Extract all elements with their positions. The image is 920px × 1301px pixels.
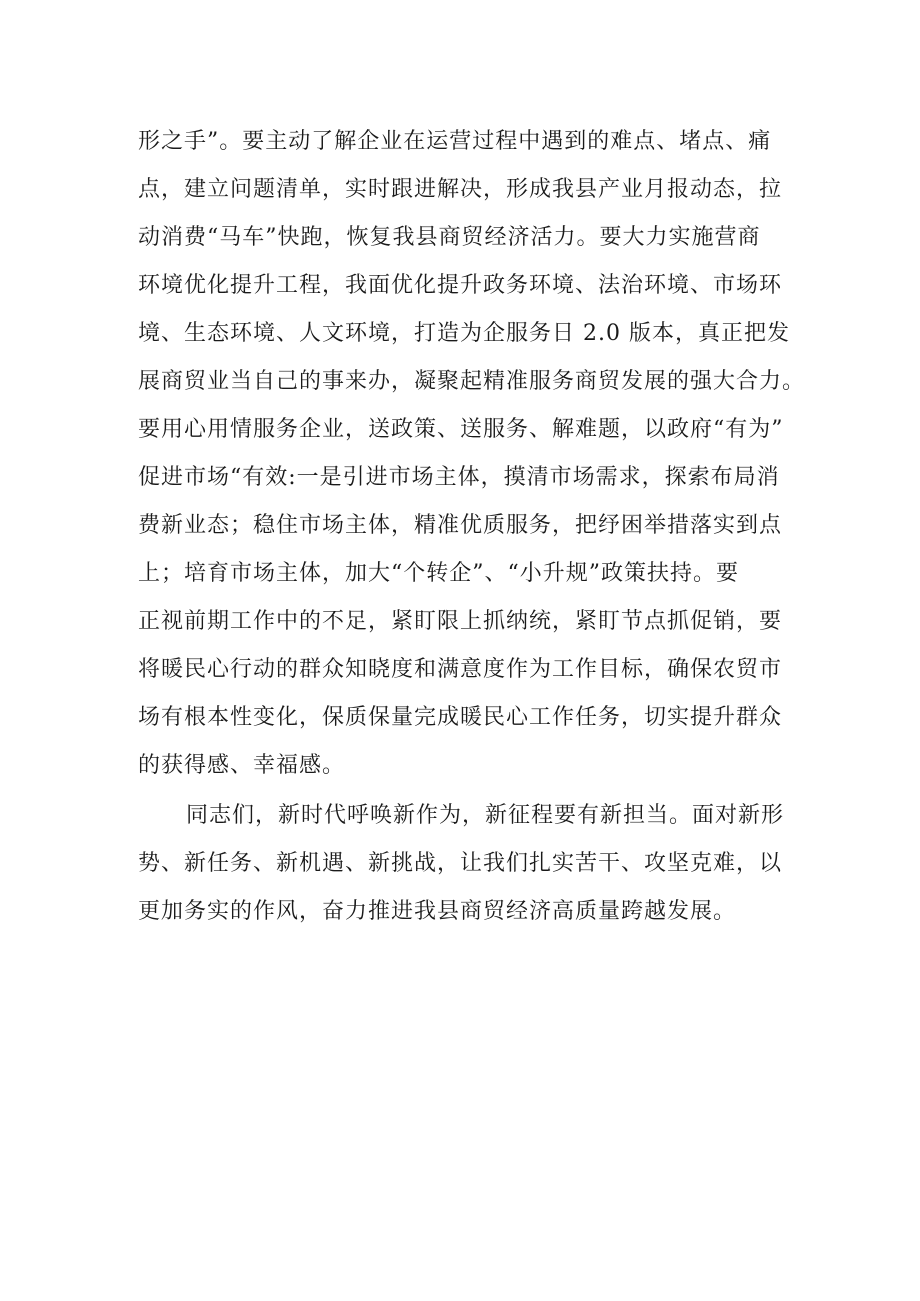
text-line: 正视前期工作中的不足，紧盯限上抓纳统，紧盯节点抓促销，要	[138, 609, 783, 634]
text-line: 境、生态环境、人文环境，打造为企服务日 2.0 版本，真正把发	[138, 321, 790, 346]
text-line: 展商贸业当自己的事来办，凝聚起精准服务商贸发展的强大合力。	[138, 369, 806, 394]
text-line: 费新业态；稳住市场主体，精准优质服务，把纾困举措落实到点	[138, 513, 783, 538]
document-body	[138, 118, 806, 936]
text-line: 动消费“马车”快跑，恢复我县商贸经济活力。要大力实施营商	[138, 225, 761, 250]
text-line: 促进市场“有效:一是引进市场主体，摸清市场需求，探索布局消	[138, 465, 780, 490]
text-line: 势、新任务、新机遇、新挑战，让我们扎实苦干、攻坚克难，以	[138, 851, 783, 876]
text-line: 上；培育市场主体，加大“个转企”、“小升规”政策扶持。要	[138, 561, 739, 586]
text-line: 同志们，新时代呼唤新作为，新征程要有新担当。面对新形	[186, 803, 785, 828]
text-line: 形之手”。要主动了解企业在运营过程中遇到的难点、堵点、痛	[138, 129, 772, 154]
text-line: 更加务实的作风，奋力推进我县商贸经济高质量跨越发展。	[138, 899, 737, 924]
text-line: 环境优化提升工程，我面优化提升政务环境、法治环境、市场环	[138, 273, 783, 298]
text-line: 点，建立问题清单，实时跟进解决，形成我县产业月报动态，拉	[138, 177, 783, 202]
paragraph-1	[138, 118, 806, 790]
text-line: 的获得感、幸福感。	[138, 753, 346, 778]
text-line: 要用心用情服务企业，送政策、送服务、解难题，以政府“有为”	[138, 417, 784, 442]
paragraph-2	[138, 792, 798, 936]
text-line: 场有根本性变化，保质保量完成暖民心工作任务，切实提升群众	[138, 705, 783, 730]
text-line: 将暖民心行动的群众知晓度和满意度作为工作目标，确保农贸市	[138, 657, 783, 682]
